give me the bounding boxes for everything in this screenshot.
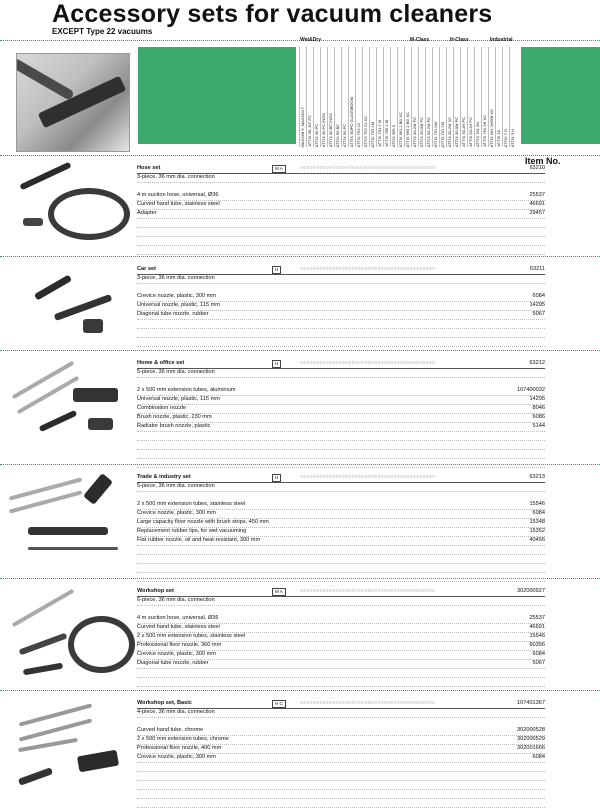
item-number: 60356 (529, 642, 545, 648)
row-label: Crevice nozzle, plastic, 300 mm (137, 754, 216, 760)
model-label: ATTIX 965 0 (391, 124, 396, 147)
model-column (446, 47, 452, 147)
dust-class-badge: H (272, 266, 281, 274)
model-columns (299, 47, 519, 147)
set-description-row (137, 368, 545, 378)
model-label: ATTIX 50 PC (342, 123, 347, 147)
set-description-row (137, 274, 545, 284)
column-group-labels (300, 37, 522, 47)
model-label: ATTIX 50-2H PC (468, 117, 473, 147)
model-column (488, 47, 494, 147)
model-column (474, 47, 480, 147)
accessory-shape (73, 388, 118, 402)
model-label: ATTIX 30-0M PC (454, 116, 459, 147)
set-description-row (137, 708, 545, 718)
model-column (327, 47, 333, 147)
accessory-shape (23, 218, 43, 226)
model-column (453, 47, 459, 147)
accessory-shape (88, 418, 113, 430)
accessory-shape (18, 767, 53, 786)
item-number: 63212 (529, 360, 545, 366)
model-column (313, 47, 319, 147)
model-column (411, 47, 417, 147)
empty-row (137, 677, 545, 687)
row-label: Professional floor nozzle, 400 mm (137, 745, 222, 751)
row-label: Universal nozzle, plastic, 115 mm (137, 302, 220, 308)
accessory-shape (19, 162, 71, 191)
model-column (369, 47, 375, 147)
accessory-shape (83, 319, 103, 333)
group-label: M-Class (410, 37, 430, 43)
dust-class-badge: H (272, 474, 281, 482)
page-subtitle: EXCEPT Type 22 vacuums (52, 27, 153, 36)
row-label: Diagonal tube nozzle, rubber (137, 660, 209, 666)
model-column (320, 47, 326, 147)
row-label: 2 x 500 mm extension tubes, stainless steel (137, 633, 246, 639)
item-number: 15546 (529, 501, 545, 507)
model-label: ATTIX 16 (496, 130, 501, 147)
green-panel-right (521, 47, 600, 144)
row-label: Workshop set (137, 588, 174, 594)
item-number: 302001666 (517, 745, 545, 751)
row-label: Curved hand tube, stainless steel (137, 201, 220, 207)
row-label: Replacement rubber lips, for wet vacuuming (137, 528, 247, 534)
model-label: ATTIX 30/PC GLASSBOOM (349, 97, 354, 147)
item-number: 15546 (529, 633, 545, 639)
item-number: 29457 (529, 210, 545, 216)
section-divider (0, 464, 600, 465)
row-label: Home & office set (137, 360, 185, 366)
item-number: 6086 (532, 414, 545, 420)
accessory-shape (68, 616, 135, 673)
item-number: 302000528 (517, 727, 545, 733)
model-column (348, 47, 354, 147)
model-label: ATTIX 761 2 M (377, 120, 382, 147)
row-label: Hose set (137, 165, 161, 171)
model-column (299, 47, 305, 147)
model-column (502, 47, 508, 147)
section-divider (0, 578, 600, 579)
empty-row (137, 458, 545, 468)
model-label: ATTIX 752 21 XC (363, 115, 368, 147)
accessory-photo (8, 698, 126, 799)
model-label: ATTIX 30-2M PC (412, 116, 417, 147)
row-label: Combination nozzle (137, 405, 187, 411)
green-panel-left (138, 47, 296, 144)
accessory-photo (8, 163, 126, 250)
model-column (383, 47, 389, 147)
vacuum-photo (16, 53, 130, 152)
model-label: ATTIX 751 0M (433, 121, 438, 147)
item-number: 25537 (529, 615, 545, 621)
accessory-photo (8, 358, 126, 458)
row-label: Curved hand tube, stainless steel (137, 624, 220, 630)
group-label: Wet&Dry (300, 37, 322, 43)
group-label: Industrial (490, 37, 513, 43)
model-label: ATTIX 40 PC INOX (321, 112, 326, 147)
model-label: ATTIX 753 22 (356, 122, 361, 147)
model-label: ATTIX 50 BC (335, 123, 340, 147)
model-column (341, 47, 347, 147)
model-column (362, 47, 368, 147)
row-label: 4 m suction hose, universal, Ø36 (137, 615, 219, 621)
model-label: ATTIX 961 2H/0M XC (489, 108, 494, 147)
availability-dots: ○○○○○○○○○○○○○○○○○○○○○○○○○○○○○○○○○○○○○○○○○○ (300, 266, 436, 272)
availability-dots: ○○○○○○○○○○○○○○○○○○○○○○○○○○○○○○○○○○○○○○○○○○ (300, 165, 436, 171)
accessory-shape (54, 294, 113, 321)
row-label: 4 m suction hose, universal, Ø36 (137, 192, 219, 198)
accessory-shape (48, 188, 130, 240)
row-label: Curved hand tube, chrome (137, 727, 204, 733)
item-number: 63213 (529, 474, 545, 480)
section-divider (0, 256, 600, 257)
item-number: 302000927 (517, 588, 545, 594)
item-number: 14295 (529, 302, 545, 308)
model-label: ATTIX 3 H (510, 128, 515, 147)
model-label: ATTIX 965 2 BD XC (405, 111, 410, 147)
item-number: 46691 (529, 624, 545, 630)
availability-dots: ○○○○○○○○○○○○○○○○○○○○○○○○○○○○○○○○○○○○○○○○○○ (300, 700, 436, 706)
hose-shape (16, 57, 75, 101)
model-column (439, 47, 445, 147)
row-label: Trade & industry set (137, 474, 191, 480)
accessory-shape (23, 663, 63, 676)
model-column (390, 47, 396, 147)
set-description-row (137, 482, 545, 492)
availability-dots: ○○○○○○○○○○○○○○○○○○○○○○○○○○○○○○○○○○○○○○○○○○ (300, 360, 436, 366)
accessory-shape (77, 750, 119, 773)
item-number: 63210 (529, 165, 545, 171)
item-number: 63211 (529, 266, 545, 272)
model-label: MAXXIM 5, MAXXIM 7 (300, 106, 305, 147)
item-number: 15352 (529, 528, 545, 534)
model-column (418, 47, 424, 147)
item-number: 8046 (532, 405, 545, 411)
model-column (509, 47, 515, 147)
model-column (495, 47, 501, 147)
set-description-row (137, 173, 545, 183)
item-number: 107401367 (517, 700, 545, 706)
row-label: Adapter (137, 210, 157, 216)
row-label: Professional floor nozzle, 360 mm (137, 642, 222, 648)
accessory-shape (39, 410, 78, 432)
empty-row (137, 572, 545, 582)
row-label: Flat rubber nozzle, oil and heat-resistant, 300 mm (137, 537, 261, 543)
item-number: 5067 (532, 660, 545, 666)
row-label: 3-piece, 36 mm dia. connection (137, 174, 215, 180)
item-number: 6084 (532, 754, 545, 760)
row-label: 5-piece, 36 mm dia. connection (137, 369, 215, 375)
dust-class-badge: M A (272, 588, 286, 596)
item-number: 6084 (532, 510, 545, 516)
row-label: Brush nozzle, plastic, 230 mm (137, 414, 212, 420)
item-number: 6084 (532, 293, 545, 299)
model-column (376, 47, 382, 147)
table-header (0, 37, 600, 166)
item-number: 15348 (529, 519, 545, 525)
accessory-shape (28, 527, 108, 535)
model-column (467, 47, 473, 147)
section-divider (0, 155, 600, 156)
row-label: 2 x 500 mm extension tubes, chrome (137, 736, 229, 742)
item-number: 5067 (532, 311, 545, 317)
model-column (334, 47, 340, 147)
item-number: 40456 (529, 537, 545, 543)
section-divider (0, 690, 600, 691)
model-label: ATTIX 751 2M (440, 121, 445, 147)
row-label: Radiator brush nozzle, plastic (137, 423, 211, 429)
item-number: 5144 (532, 423, 545, 429)
accessory-shape (17, 376, 80, 414)
accessory-photo (8, 472, 126, 572)
dust-class-badge: H (272, 360, 281, 368)
model-label: ATTIX 30 PC (314, 123, 319, 147)
model-label: ATTIX 765 2 M (384, 120, 389, 147)
model-label: ATTIX 50-2M PC (426, 116, 431, 147)
accessory-shape (18, 633, 67, 656)
row-label: 2 x 500 mm extension tubes, stainless steel (137, 501, 246, 507)
row-label: Universal nozzle, plastic, 115 mm (137, 396, 220, 402)
model-label: ATTIX 7 H (503, 128, 508, 147)
model-label: ATTIX 40 BC INOX (328, 112, 333, 147)
model-label: ATTIX 753 2M (370, 121, 375, 147)
empty-row (137, 337, 545, 347)
accessory-shape (12, 361, 75, 399)
dust-class-badge: H C (272, 700, 286, 708)
model-label: ATTIX 961 2 BD XC (398, 111, 403, 147)
page-title: Accessory sets for vacuum cleaners (52, 0, 493, 28)
availability-dots: ○○○○○○○○○○○○○○○○○○○○○○○○○○○○○○○○○○○○○○○○○○ (300, 474, 436, 480)
accessory-photo (8, 264, 126, 344)
row-label: Car set (137, 266, 156, 272)
accessory-shape (34, 274, 72, 300)
row-label: Large capacity floor nozzle with brush strips, 450 mm (137, 519, 269, 525)
section-divider (0, 350, 600, 351)
dust-class-badge: M A (272, 165, 286, 173)
empty-row (137, 245, 545, 255)
group-label: H-Class (450, 37, 469, 43)
row-label: 5-piece, 36 mm dia. connection (137, 483, 215, 489)
model-label: ATTIX 30-2H PC (461, 117, 466, 147)
model-column (460, 47, 466, 147)
accessory-shape (28, 547, 118, 550)
model-label: ATTIX 761 2H XC (482, 115, 487, 147)
model-column (404, 47, 410, 147)
model-label: ATTIX 30, 30° PC (307, 115, 312, 147)
model-column (481, 47, 487, 147)
item-number: 25537 (529, 192, 545, 198)
model-column (425, 47, 431, 147)
accessory-shape (83, 473, 113, 505)
model-column (355, 47, 361, 147)
accessory-shape (18, 738, 78, 752)
model-label: ATTIX 761 2H (475, 121, 480, 147)
availability-dots: ○○○○○○○○○○○○○○○○○○○○○○○○○○○○○○○○○○○○○○○○○○ (300, 588, 436, 594)
model-column (306, 47, 312, 147)
accessory-shape (12, 589, 75, 627)
row-label: Crevice nozzle, plastic, 300 mm (137, 651, 216, 657)
item-number: 14295 (529, 396, 545, 402)
row-label: Workshop set, Basic (137, 700, 192, 706)
item-number: 46691 (529, 201, 545, 207)
row-label: Crevice nozzle, plastic, 300 mm (137, 510, 216, 516)
model-label: ATTIX 30-2M XC (447, 116, 452, 147)
model-column (432, 47, 438, 147)
accessory-photo (8, 586, 126, 684)
model-label: ATTIX 30-0M PC (419, 116, 424, 147)
item-no-header: Item No. (525, 156, 561, 166)
item-number: 6084 (532, 651, 545, 657)
empty-row (137, 798, 545, 808)
item-number: 107400032 (517, 387, 545, 393)
row-label: 6-piece, 36 mm dia. connection (137, 597, 215, 603)
row-label: Crevice nozzle, plastic, 300 mm (137, 293, 216, 299)
row-label: 4-piece, 36 mm dia. connection (137, 709, 215, 715)
row-label: Diagonal tube nozzle, rubber (137, 311, 209, 317)
row-label: 3-piece, 36 mm dia. connection (137, 275, 215, 281)
model-column (397, 47, 403, 147)
item-number: 302000529 (517, 736, 545, 742)
set-description-row (137, 596, 545, 606)
row-label: 2 x 500 mm extension tubes, aluminium (137, 387, 236, 393)
